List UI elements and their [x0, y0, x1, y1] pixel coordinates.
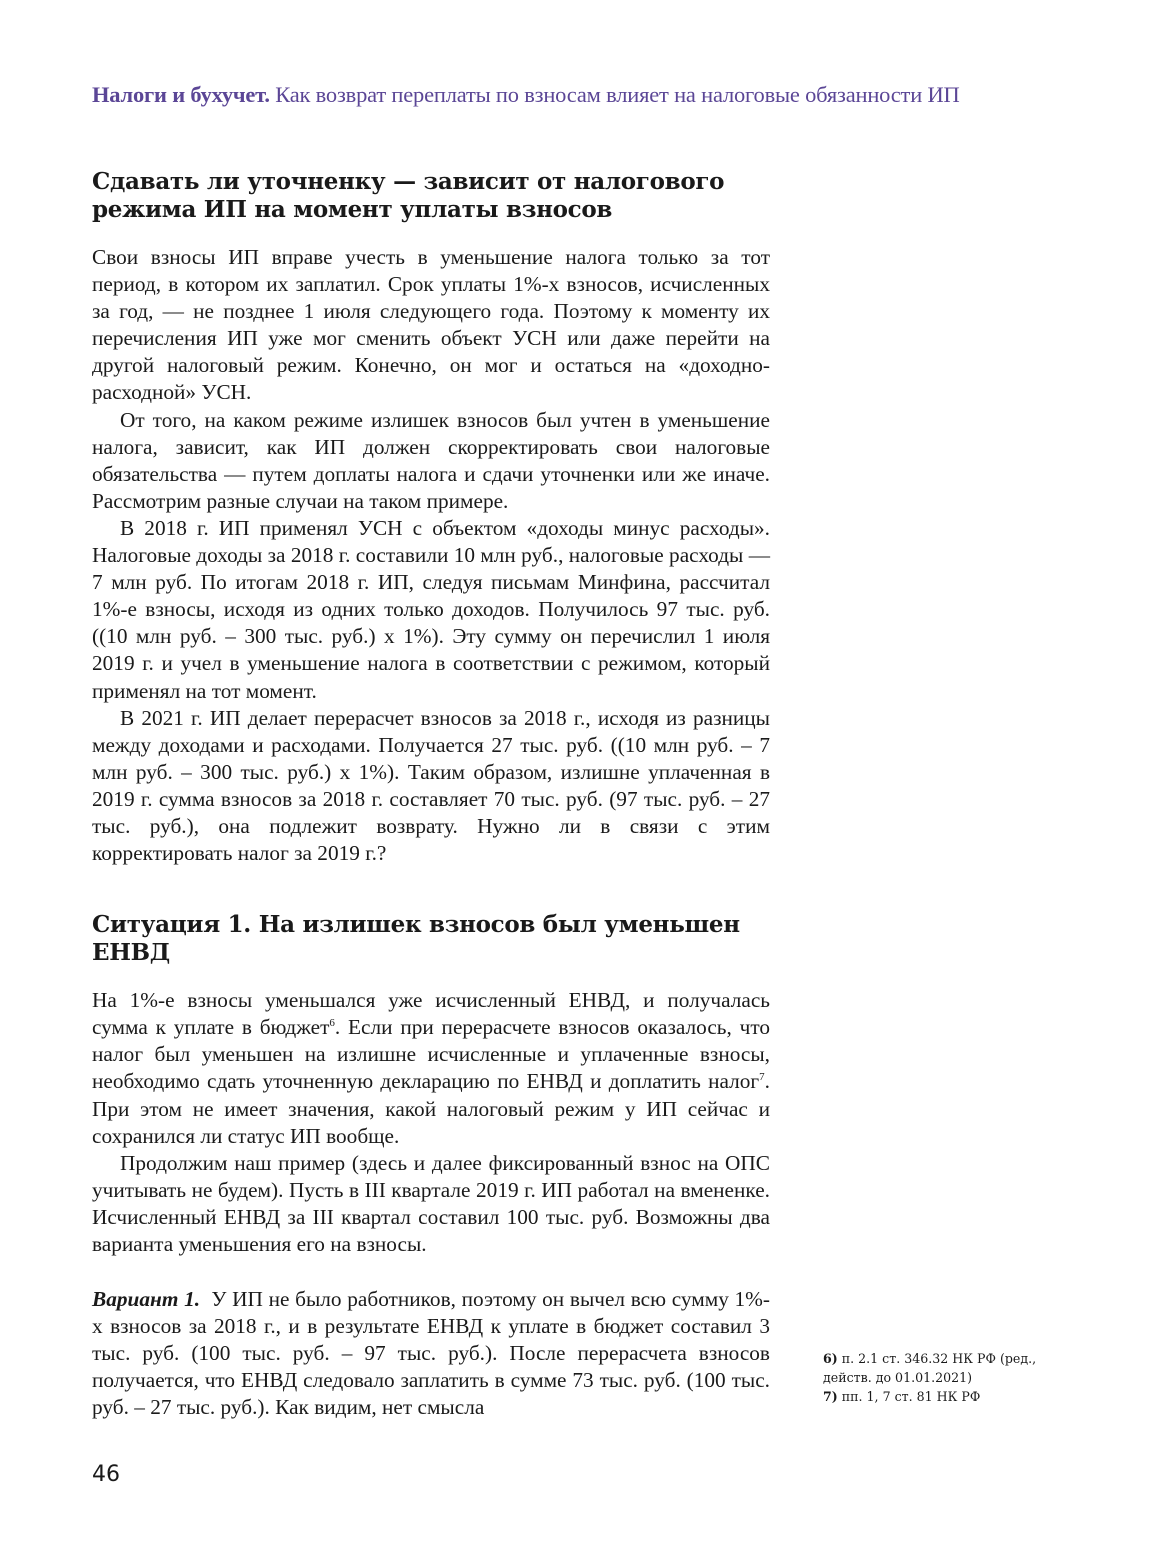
- article-body: [92, 168, 770, 1422]
- paragraph: В 2021 г. ИП делает перерасчет взносов за 2018 г., исходя из разницы между доходами и расходами. Получается 27 тыс. руб. ((10 млн руб. – 7 млн руб. – 300 тыс. руб.) х 1%). Таким образом, излишне уплаченная в 2019 г. сумма взносов за 2018 г. составляет 70 тыс. руб. (97 тыс. руб. – 27 тыс. руб.), она подлежит возврату. Нужно ли в связи с этим корректировать налог за 2019 г.?: [92, 705, 770, 866]
- section-heading-uточненка: Сдавать ли уточненку — зависит от налогового режима ИП на момент уплаты взносов: [92, 168, 725, 223]
- paragraph: [92, 987, 770, 1150]
- paragraph-text: . При этом не имеет значения, какой налоговый режим у ИП сейчас и сохранился ли статус ИП вообще.: [92, 1069, 770, 1148]
- paragraph: В 2018 г. ИП применял УСН с объектом «доходы минус расходы». Налоговые доходы за 2018 г. составили 10 млн руб., налоговые расходы — 7 млн руб. По итогам 2018 г. ИП, следуя письмам Минфина, рассчитал 1%-е взносы, исходя из одних только доходов. Получилось 97 тыс. руб. ((10 млн руб. – 300 тыс. руб.) х 1%). Эту сумму он перечислил 1 июля 2019 г. и учел в уменьшение налога в соответствии с режимом, который применял на тот момент.: [92, 515, 770, 703]
- running-head-title: Как возврат переплаты по взносам влияет на налоговые обязанности ИП: [275, 82, 960, 107]
- footnote-ref-6[interactable]: 6: [329, 1017, 335, 1030]
- paragraph: От того, на каком режиме излишек взносов был учтен в уменьшение налога, зависит, как ИП должен скорректировать свои налоговые обязательства — путем доплаты налога и сдачи уточненки или же иначе. Рассмотрим разные случаи на таком примере.: [92, 407, 770, 513]
- paragraph-text: На 1%-е взносы уменьшался уже исчисленный ЕНВД, и получалась сумма к уплате в бюджет: [92, 988, 770, 1040]
- section-heading-situation-1: Ситуация 1. На излишек взносов был уменьшен ЕНВД: [92, 911, 740, 967]
- page-number: 46: [92, 1462, 120, 1487]
- variant-1-text: У ИП не было работников, поэтому он вычел всю сумму 1%-х взносов за 2018 г., и в результате ЕНВД к уплате в бюджет составил 3 тыс. руб. (100 тыс. руб. – 97 тыс. руб.). После перерасчета взносов получается, что ЕНВД следовало заплатить в сумме 73 тыс. руб. (100 тыс. руб. – 27 тыс. руб.). Как видим, нет смысла: [92, 1287, 770, 1420]
- footnotes: [823, 1349, 1063, 1406]
- footnote-number: 6): [823, 1351, 838, 1366]
- footnote-7: [823, 1387, 1063, 1406]
- variant-1-paragraph: [92, 1286, 770, 1421]
- paragraph: Свои взносы ИП вправе учесть в уменьшение налога только за тот период, в котором их заплатил. Срок уплаты 1%-х взносов, исчисленных за год, — не позднее 1 июля следующего года. Поэтому к моменту их перечисления ИП уже мог сменить объект УСН или даже перейти на другой налоговый режим. Конечно, он мог и остаться на «доходно-расходной» УСН.: [92, 245, 770, 405]
- footnote-6: [823, 1349, 1063, 1387]
- running-head: [92, 82, 1092, 108]
- paragraph-text: . Если при перерасчете взносов оказалось, что налог был уменьшен на излишне исчисленные и уплаченные взносы, необходимо сдать уточненную декларацию по ЕНВД и доплатить налог: [92, 1015, 771, 1094]
- footnote-ref-7[interactable]: 7: [759, 1071, 765, 1084]
- variant-1-label: Вариант 1.: [92, 1287, 201, 1312]
- footnote-number: 7): [823, 1389, 838, 1404]
- footnote-text: пп. 1, 7 ст. 81 НК РФ: [841, 1389, 981, 1404]
- paragraph: Продолжим наш пример (здесь и далее фиксированный взнос на ОПС учитывать не будем). Пусть в III квартале 2019 г. ИП работал на вмененке. Исчисленный ЕНВД за III квартал составил 100 тыс. руб. Возможны два варианта уменьшения его на взносы.: [92, 1150, 770, 1256]
- footnote-text: п. 2.1 ст. 346.32 НК РФ (ред., действ. до 01.01.2021): [823, 1351, 1037, 1385]
- running-head-rubric: Налоги и бухучет.: [92, 82, 270, 107]
